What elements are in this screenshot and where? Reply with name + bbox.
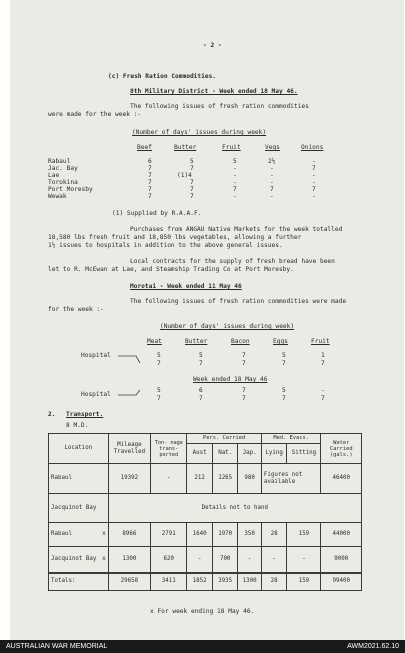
t1-cell: - — [233, 179, 237, 186]
district-8-title: 8th Military District - Week ended 18 May 46. — [130, 88, 298, 95]
t2-cell: 5 — [282, 352, 286, 359]
t2-cell: 5 — [157, 387, 161, 394]
table-cell: 28 — [261, 523, 287, 547]
t1-place: Port Moresby — [48, 186, 93, 193]
table-cell: Totals: — [49, 573, 109, 591]
table-cell: 9000 — [321, 547, 362, 573]
intro-2b: for the week :- — [48, 306, 104, 313]
t2-cell: 7 — [242, 395, 246, 402]
table-cell: 29658 — [108, 573, 151, 591]
table-cell: 28 — [261, 573, 287, 591]
bracket-line — [118, 390, 142, 404]
table-cell: Jacquinot Bay — [49, 494, 109, 523]
para2-line: Local contracts for the supply of fresh bread have been — [130, 258, 335, 265]
table-row — [49, 547, 362, 573]
header-cell: Pers. Carried — [187, 434, 262, 444]
table-cell: Figures not available — [261, 464, 321, 494]
table-cell: 99400 — [321, 573, 362, 591]
t1-cell: 5 — [190, 158, 194, 165]
table-cell: 19392 — [108, 464, 151, 494]
section-2-title: Transport. — [66, 411, 104, 418]
archive-footer — [0, 640, 405, 653]
table-cell: - — [151, 464, 187, 494]
table-cell: 350 — [238, 523, 261, 547]
t2-cell: 7 — [157, 360, 161, 367]
t1-cell: 7 — [148, 165, 152, 172]
table-cell: 2791 — [151, 523, 187, 547]
table-cell: 46400 — [321, 464, 362, 494]
bracket-line — [118, 353, 142, 367]
week-mark: x — [102, 555, 106, 562]
t1-place: Jac. Bay — [48, 165, 78, 172]
t1-cell: 7 — [190, 165, 194, 172]
table-row — [49, 573, 362, 591]
t2-header: Fruit — [311, 338, 330, 345]
week-mark: x — [102, 531, 106, 537]
header-cell: Aust — [187, 444, 213, 464]
t2-cell: 5 — [199, 352, 203, 359]
location-label: Jacquinot Bay — [51, 555, 97, 562]
table-cell: 620 — [151, 547, 187, 573]
table-cell: Details not to hand — [108, 494, 361, 523]
t1-cell: - — [233, 165, 237, 172]
table-cell: 1640 — [187, 523, 213, 547]
header-cell: Jap. — [238, 444, 261, 464]
footer-id: AWM2021.62.10 — [347, 643, 399, 650]
t1-cell: 7 — [148, 186, 152, 193]
table-cell: 1300 — [238, 573, 261, 591]
t1-header: Vegs — [265, 144, 280, 151]
t1-cell: - — [233, 172, 237, 179]
table-cell: 159 — [287, 523, 321, 547]
t1-header: Beef — [137, 144, 152, 151]
t2-cell: 5 — [157, 352, 161, 359]
days-header-2: (Number of days' issues during week) — [160, 323, 295, 330]
section-2-number: 2. — [48, 411, 56, 418]
t1-header: Onions — [301, 144, 324, 151]
table-cell: 980 — [238, 464, 261, 494]
intro-1b: were made for the week :- — [48, 111, 142, 118]
para1-line: 1½ issues to hospitals in addition to the above general issues. — [48, 242, 283, 249]
t2-header: Bacon — [231, 338, 250, 345]
para2-line: let to R. McEwan at Lae, and Steamship Trading Co at Port Moresby. — [48, 266, 294, 273]
header-cell: Location — [49, 434, 109, 464]
t1-place: Wewak — [48, 193, 67, 200]
t1-cell: - — [312, 179, 316, 186]
table-row — [49, 523, 362, 547]
table-cell: - — [287, 547, 321, 573]
table-cell: 1852 — [187, 573, 213, 591]
t1-cell: - — [312, 172, 316, 179]
location-label: Rabaul — [51, 531, 72, 537]
table-cell: - — [238, 547, 261, 573]
t1-cell: 6 — [148, 158, 152, 165]
t1-cell: 7 — [148, 179, 152, 186]
t1-place: Lae — [48, 172, 60, 179]
t2-cell: 7 — [321, 395, 325, 402]
table-row — [49, 464, 362, 494]
table-cell: 159 — [287, 573, 321, 591]
t2-cell: 7 — [157, 395, 161, 402]
header-cell: Med. Evacs. — [261, 434, 321, 444]
t2-cell: 7 — [199, 360, 203, 367]
sub-md: 8 M.D. — [66, 422, 89, 429]
t2-cell: 7 — [321, 360, 325, 367]
header-cell: Ton- nage trans- ported — [151, 434, 187, 464]
intro-2a: The following issues of fresh ration commodities were made — [130, 298, 347, 305]
t1-cell: 7 — [312, 165, 316, 172]
para1-line: 18,580 lbs fresh fruit and 18,850 lbs vegetables, allowing a further — [48, 234, 302, 241]
t1-cell: 7 — [190, 179, 194, 186]
t1-cell: 7 — [270, 186, 274, 193]
t1-cell: 7 — [148, 172, 152, 179]
t1-cell: 7 — [190, 193, 194, 200]
table-cell: 1970 — [212, 523, 238, 547]
table-cell: 44000 — [321, 523, 362, 547]
t2-cell: 1 — [321, 352, 325, 359]
t1-cell: (1)4 — [177, 172, 192, 179]
header-cell: Water Carried (gals.) — [321, 434, 362, 464]
t1-cell: - — [233, 193, 237, 200]
t1-header: Butter — [174, 144, 197, 151]
t1-place: Torokina — [48, 179, 78, 186]
table-row — [49, 434, 362, 444]
table-cell: - — [187, 547, 213, 573]
t1-cell: 2½ — [268, 158, 276, 165]
t2-row-label: Hospital — [81, 352, 111, 359]
t2-cell: 7 — [199, 395, 203, 402]
t1-cell: - — [270, 165, 274, 172]
t1-cell: 7 — [148, 193, 152, 200]
t2-cell: 7 — [282, 360, 286, 367]
t2-header: Butter — [185, 338, 208, 345]
t2-cell: 7 — [242, 387, 246, 394]
table-cell — [49, 547, 109, 573]
table-cell: 3935 — [212, 573, 238, 591]
t1-cell: 7 — [233, 186, 237, 193]
header-cell: Sitting — [287, 444, 321, 464]
footer-source: AUSTRALIAN WAR MEMORIAL — [6, 643, 108, 650]
t2-cell: - — [321, 387, 325, 394]
t2-row-label: Hospital — [81, 391, 111, 398]
week-ended-18: Week ended 18 May 46 — [193, 376, 268, 383]
table-cell: 212 — [187, 464, 213, 494]
para1-line: Purchases from ANGAU Native Markets for the week totalled — [130, 226, 343, 233]
t1-cell: - — [312, 193, 316, 200]
t2-header: Meat — [147, 338, 162, 345]
t1-cell: - — [270, 193, 274, 200]
section-c-title: (c) Fresh Ration Commodities. — [108, 73, 217, 80]
morotai-title: Morotai - Week ended 11 May 46 — [130, 283, 242, 290]
page-number: - 2 - — [203, 42, 222, 49]
t2-header: Eggs — [273, 338, 288, 345]
table-cell: 8966 — [108, 523, 151, 547]
t1-cell: 7 — [312, 186, 316, 193]
t1-cell: 5 — [233, 158, 237, 165]
header-cell: Lying — [261, 444, 287, 464]
table-cell: - — [261, 547, 287, 573]
t2-cell: 5 — [282, 387, 286, 394]
transport-table — [48, 433, 362, 591]
note-raaf: (1) Supplied by R.A.A.F. — [112, 210, 202, 217]
t1-place: Rabaul — [48, 158, 71, 165]
t2-cell: 7 — [242, 360, 246, 367]
t2-cell: 7 — [242, 352, 246, 359]
table-cell: 3411 — [151, 573, 187, 591]
t1-header: Fruit — [222, 144, 241, 151]
table-cell: 700 — [212, 547, 238, 573]
t2-cell: 7 — [282, 395, 286, 402]
footnote: x For week ending 18 May 46. — [150, 608, 255, 615]
t1-cell: 7 — [190, 186, 194, 193]
t2-cell: 6 — [199, 387, 203, 394]
header-cell: Mileage Travelled — [108, 434, 151, 464]
table-cell: 1300 — [108, 547, 151, 573]
table-cell: 1265 — [212, 464, 238, 494]
table-cell: Rabaul — [49, 464, 109, 494]
t1-cell: - — [270, 172, 274, 179]
table-cell — [49, 523, 109, 547]
t1-cell: - — [312, 158, 316, 165]
intro-1a: The following issues of fresh ration commodities — [130, 103, 309, 110]
days-header-1: (Number of days' issues during week) — [132, 129, 267, 136]
t1-cell: - — [270, 179, 274, 186]
header-cell: Nat. — [212, 444, 238, 464]
table-row — [49, 494, 362, 523]
